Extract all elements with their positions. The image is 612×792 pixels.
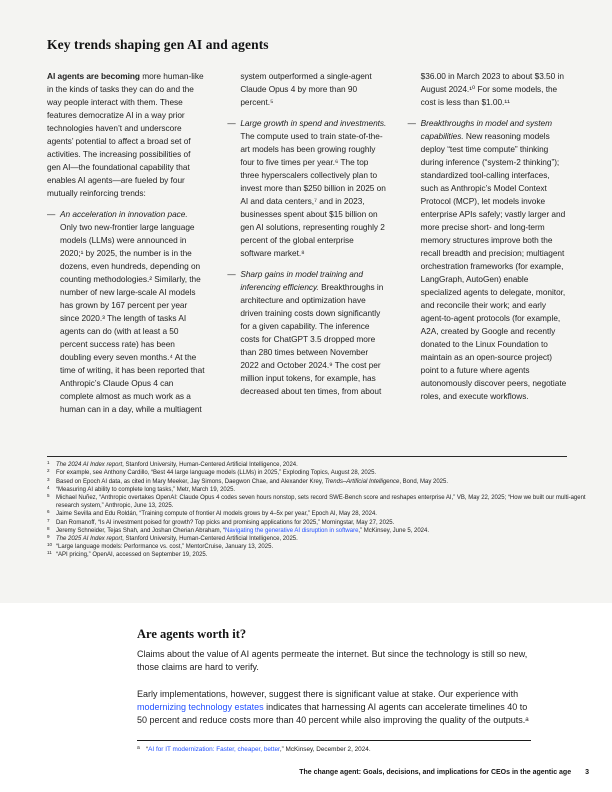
footnote-text: Michael Nuñez, “Anthropic overtakes OpenAI: Claude Opus 4 codes seven hours nonstop, sets record SWE-Bench score and reshapes enterprise AI,” VB, May 22, 2025; “How we built our multi-agent research system,” Anthropic, June 13, 2025. (56, 495, 586, 510)
trend-item-capability-breakthroughs (408, 117, 567, 403)
footnote (47, 510, 587, 518)
footnote-text: “Measuring AI ability to complete long tasks,” Metr, March 19, 2025. (56, 486, 236, 493)
footnote (47, 461, 587, 469)
footnote (47, 478, 587, 486)
sidebar-footnote-pre: “ (146, 746, 149, 754)
trend-dash: — (227, 118, 236, 129)
trend-lead: An acceleration in innovation pace. (60, 209, 188, 220)
intro-paragraph (47, 70, 206, 200)
trend-text: Only two new-frontier large language models (LLMs) were announced in 2020;¹ by 2025, the number is in the dozens, even hundreds, depending on counting methodologies.² Similarly, the number of new large-scale AI models has grown by 167 percent per year since 2020.³ The length of tasks AI agents can do (with at least a 50 percent success rate) has been doubling every seven months.⁴ At the time of writing, it has been reported that Anthropic’s Claude Opus 4 can complete almost as much work as a human can in a day, while a multiagent (60, 222, 205, 415)
intro-lead-rest: more human-like in the kinds of tasks they can do and the way people interact with them. These features democratize AI in a way prior technologies haven’t and underscore agents’ potential to affect a broad set of activities. The increasing possibilities of gen AI—the foundational capability that enables AI agents—are fueled by four mutually reinforcing trends: (47, 71, 204, 199)
trend-item-efficiency-gains (227, 268, 386, 398)
sidebar-paragraph-2-pre: Early implementations, however, suggest there is significant value at stake. Our experience with (137, 688, 519, 699)
trend-dash: — (407, 118, 416, 129)
trend-text: New reasoning models deploy “test time compute” thinking during inference (“system-2 thinking”); standardized tool-calling interfaces, such as Anthropic’s Model Context Protocol (MCP), let models invoke enterprise APIs safely; vastly larger and more precise short- and long-term memory structures improve both the recall breadth and precision; multiagent orchestration frameworks (for example, LangGraph, AutoGen) enable specialized agents to delegate, monitor, and reconcile their work; and early agent-to-agent protocols (for example, A2A, created by Google and recently donated to the Linux Foundation to maintain as an open-source project) point to a future where agents autonomously discover peers, negotiate roles, and execute workflows. (420, 131, 567, 402)
footnote-link[interactable]: Navigating the generative AI disruption in software (225, 527, 359, 534)
page-footer (299, 769, 589, 776)
sidebar-footnote-post: ,” McKinsey, December 2, 2024. (279, 746, 371, 754)
column-2 (227, 70, 386, 453)
footer-title: The change agent: Goals, decisions, and implications for CEOs in the agentic age (299, 769, 572, 776)
footnote (47, 535, 587, 543)
footnote-text: The 2024 AI Index report (56, 462, 123, 469)
footnote-text: Jaime Sevilla and Edu Roldán, “Training compute of frontier AI models grows by 4–5x per year,” Epoch AI, May 28, 2024. (56, 511, 377, 518)
sidebar-paragraph-1: Claims about the value of AI agents permeate the internet. But since the technology is still so new, those claims are hard to verify. (137, 649, 528, 673)
footnote-text: The 2025 AI Index report (56, 536, 123, 543)
sidebar-section (0, 603, 612, 792)
trend-dash: — (227, 269, 236, 280)
footnote-number: 7 (47, 517, 50, 523)
intro-lead-bold: AI agents are becoming (47, 71, 140, 82)
article-title: Key trends shaping gen AI and agents (47, 37, 269, 52)
footnote (47, 469, 587, 477)
footnote-text: , Bond, May 2025. (399, 478, 449, 485)
footnote-divider (47, 456, 567, 457)
trend-text: The compute used to train state-of-the-art models has been growing roughly four to five times per year.⁶ The top three hyperscalers collectively plan to invest more than $250 billion in 2025 on AI and data centers,⁷ and in 2023, businesses spent about $15 billion on gen AI solutions, representing roughly 2 percent of the global enterprise software market.⁸ (240, 131, 386, 259)
footnote-text: , Stanford University, Human-Centered Artificial Intelligence, 2024. (122, 462, 298, 469)
sidebar-paragraph-2-post: indicates that harnessing AI agents can accelerate timelines 40 to 50 percent and reduce costs more than 40 percent while also improving the quality of the outputs.ᵃ (137, 701, 529, 726)
trend-text: Breakthroughs in architecture and optimization have driven training costs down significantly for a given capability. The inference costs for ChatGPT 3.5 dropped more than 280 times between November 2022 and October 2024.⁹ The cost per million input tokens, for example, has decreased about ten times, from about (240, 282, 384, 397)
footnote-text: “API pricing,” OpenAI, accessed on September 19, 2025. (56, 552, 208, 559)
footnote (47, 519, 587, 527)
footnote-text: Jeremy Schneider, Tejas Shah, and Joshan Cherian Abraham, “ (56, 527, 225, 534)
footnote (47, 551, 587, 559)
footnote (47, 543, 587, 551)
footnote-number: 6 (47, 509, 50, 515)
footnote-number: 1 (47, 460, 50, 466)
column-3 (408, 70, 567, 453)
footnote-text: , Stanford University, Human-Centered Artificial Intelligence, 2025. (122, 536, 298, 543)
footnote (47, 527, 587, 535)
trend-continuation: system outperformed a single-agent Claude Opus 4 by more than 90 percent.⁵ (240, 71, 372, 108)
sidebar-footnote (137, 746, 531, 755)
footnote (47, 486, 587, 494)
column-1 (47, 70, 206, 453)
footnote-number: 2 (47, 468, 50, 474)
trend-dash: — (47, 209, 56, 220)
sidebar-inner (137, 627, 531, 755)
sidebar-footnote-divider (137, 740, 531, 741)
footnote (47, 494, 587, 510)
footnote-number: 9 (47, 534, 50, 540)
trend-lead: Breakthroughs in model and system capabilities. (420, 118, 553, 142)
footnote-number: 3 (47, 476, 50, 482)
footnotes-list (47, 461, 587, 559)
article-columns (47, 70, 567, 453)
footnote-text: Trends–Artificial Intelligence (324, 478, 400, 485)
trend-item-spend-investments (227, 117, 386, 260)
footnote-text: ,” McKinsey, June 5, 2024. (358, 527, 430, 534)
footnote-text: Dan Romanoff, “Is AI investment poised for growth? Top picks and promising applications for 2025,” Morningstar, May 27, 2025. (56, 519, 395, 526)
footnote-number: 4 (47, 484, 50, 490)
trend-continuation: $36.00 in March 2023 to about $3.50 in August 2024.¹⁰ For some models, the cost is less than $1.00.¹¹ (420, 71, 564, 108)
footnote-number: 11 (47, 550, 52, 556)
footnote-text: For example, see Anthony Cardillo, “Best 44 large language models (LLMs) in 2025,” Exploding Topics, August 28, 2025. (56, 470, 377, 477)
footnote-text: Based on Epoch AI data, as cited in Mary Meeker, Jay Simons, Daegwon Chae, and Alexander Krey, (56, 478, 325, 485)
footnote-number: 10 (47, 542, 53, 548)
sidebar-title: Are agents worth it? (137, 627, 247, 641)
sidebar-paragraph-2 (137, 688, 531, 728)
page-number: 3 (585, 769, 589, 776)
trend-lead: Large growth in spend and investments. (240, 118, 387, 129)
sidebar-footnote-link[interactable]: AI for IT modernization: Faster, cheaper, better (148, 746, 280, 754)
footnote-text: “Large language models: Performance vs. cost,” MentorCruise, January 13, 2025. (56, 544, 274, 551)
footnote-number: 5 (47, 493, 50, 498)
modernizing-technology-estates-link[interactable]: modernizing technology estates (137, 701, 264, 712)
sidebar-footnote-marker: a (137, 745, 140, 752)
trend-item-innovation-pace (47, 208, 206, 416)
trend-lead: Sharp gains in model training and inferencing efficiency. (240, 269, 363, 293)
footnote-number: 8 (47, 525, 50, 531)
